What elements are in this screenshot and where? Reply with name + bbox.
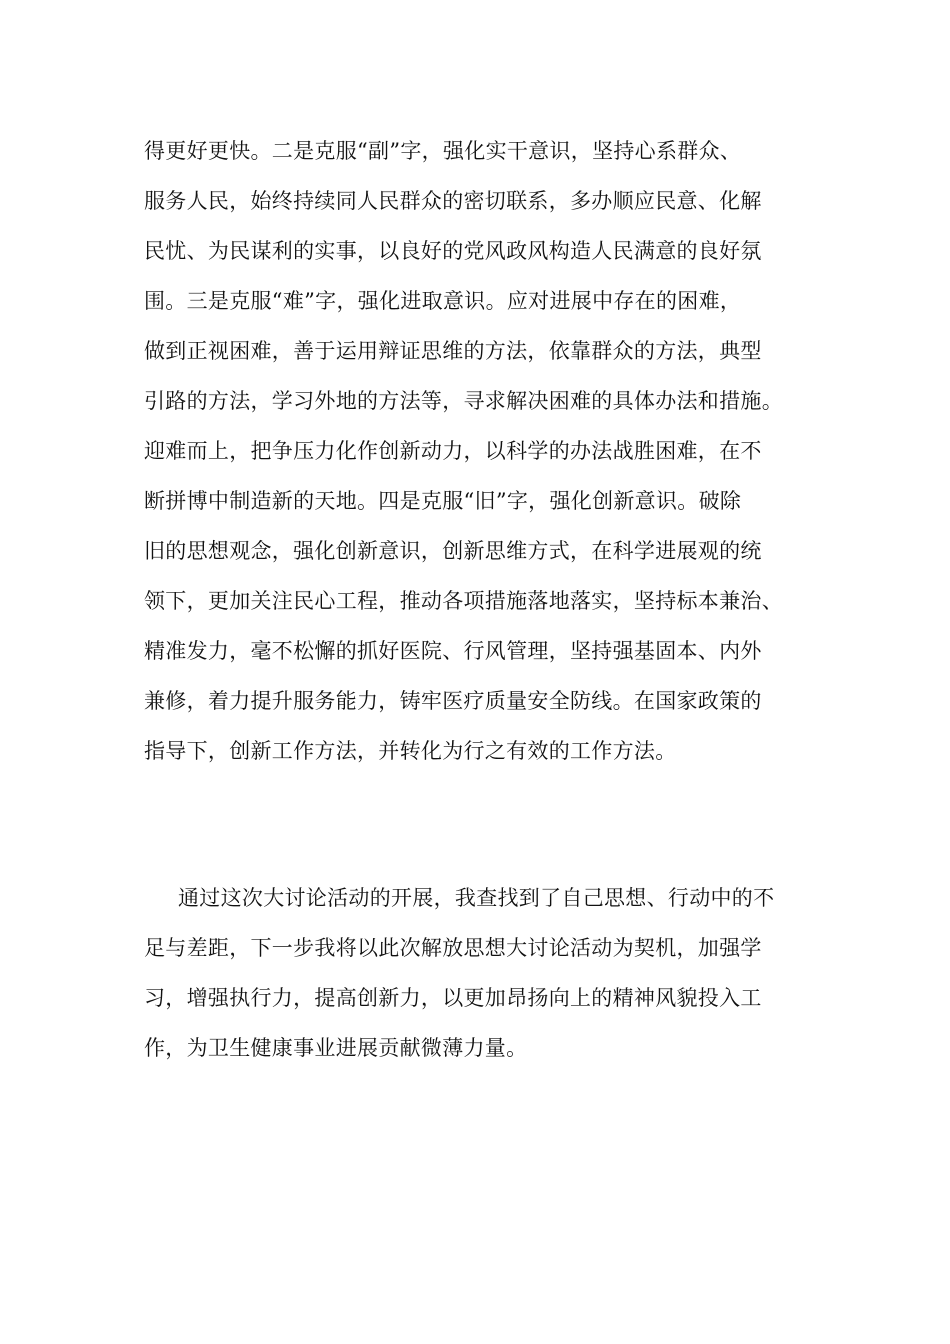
- text-line: 服务人民，始终持续同人民群众的密切联系，多办顺应民意、化解: [144, 189, 762, 213]
- text-line-indented: 通过这次大讨论活动的开展，我查找到了自己思想、行动中的不: [178, 886, 775, 910]
- text-line: 围。三是克服“难”字，强化进取意识。应对进展中存在的困难，: [144, 289, 742, 313]
- text-line: 民忧、为民谋利的实事，以良好的党风政风构造人民满意的良好氛: [144, 239, 762, 263]
- text-line: 作，为卫生健康事业进展贡献微薄力量。: [144, 1036, 528, 1060]
- text-line: 引路的方法，学习外地的方法等，寻求解决困难的具体办法和措施。: [144, 389, 783, 413]
- text-line: 习，增强执行力，提高创新力，以更加昂扬向上的精神风貌投入工: [144, 986, 762, 1010]
- text-line: 足与差距，下一步我将以此次解放思想大讨论活动为契机，加强学: [144, 936, 762, 960]
- text-line: 兼修，着力提升服务能力，铸牢医疗质量安全防线。在国家政策的: [144, 689, 762, 713]
- text-line: 做到正视困难，善于运用辩证思维的方法，依靠群众的方法，典型: [144, 339, 762, 363]
- text-line: 精准发力，毫不松懈的抓好医院、行风管理，坚持强基固本、内外: [144, 639, 762, 663]
- text-line: 得更好更快。二是克服“副”字，强化实干意识，坚持心系群众、: [144, 139, 742, 163]
- text-line: 迎难而上，把争压力化作创新动力，以科学的办法战胜困难，在不: [144, 439, 762, 463]
- text-line: 领下，更加关注民心工程，推动各项措施落地落实，坚持标本兼治、: [144, 589, 783, 613]
- text-line: 指导下，创新工作方法，并转化为行之有效的工作方法。: [144, 739, 677, 763]
- text-line: 断拼博中制造新的天地。四是克服“旧”字，强化创新意识。破除: [144, 489, 742, 513]
- text-line: 旧的思想观念，强化创新意识，创新思维方式，在科学进展观的统: [144, 539, 762, 563]
